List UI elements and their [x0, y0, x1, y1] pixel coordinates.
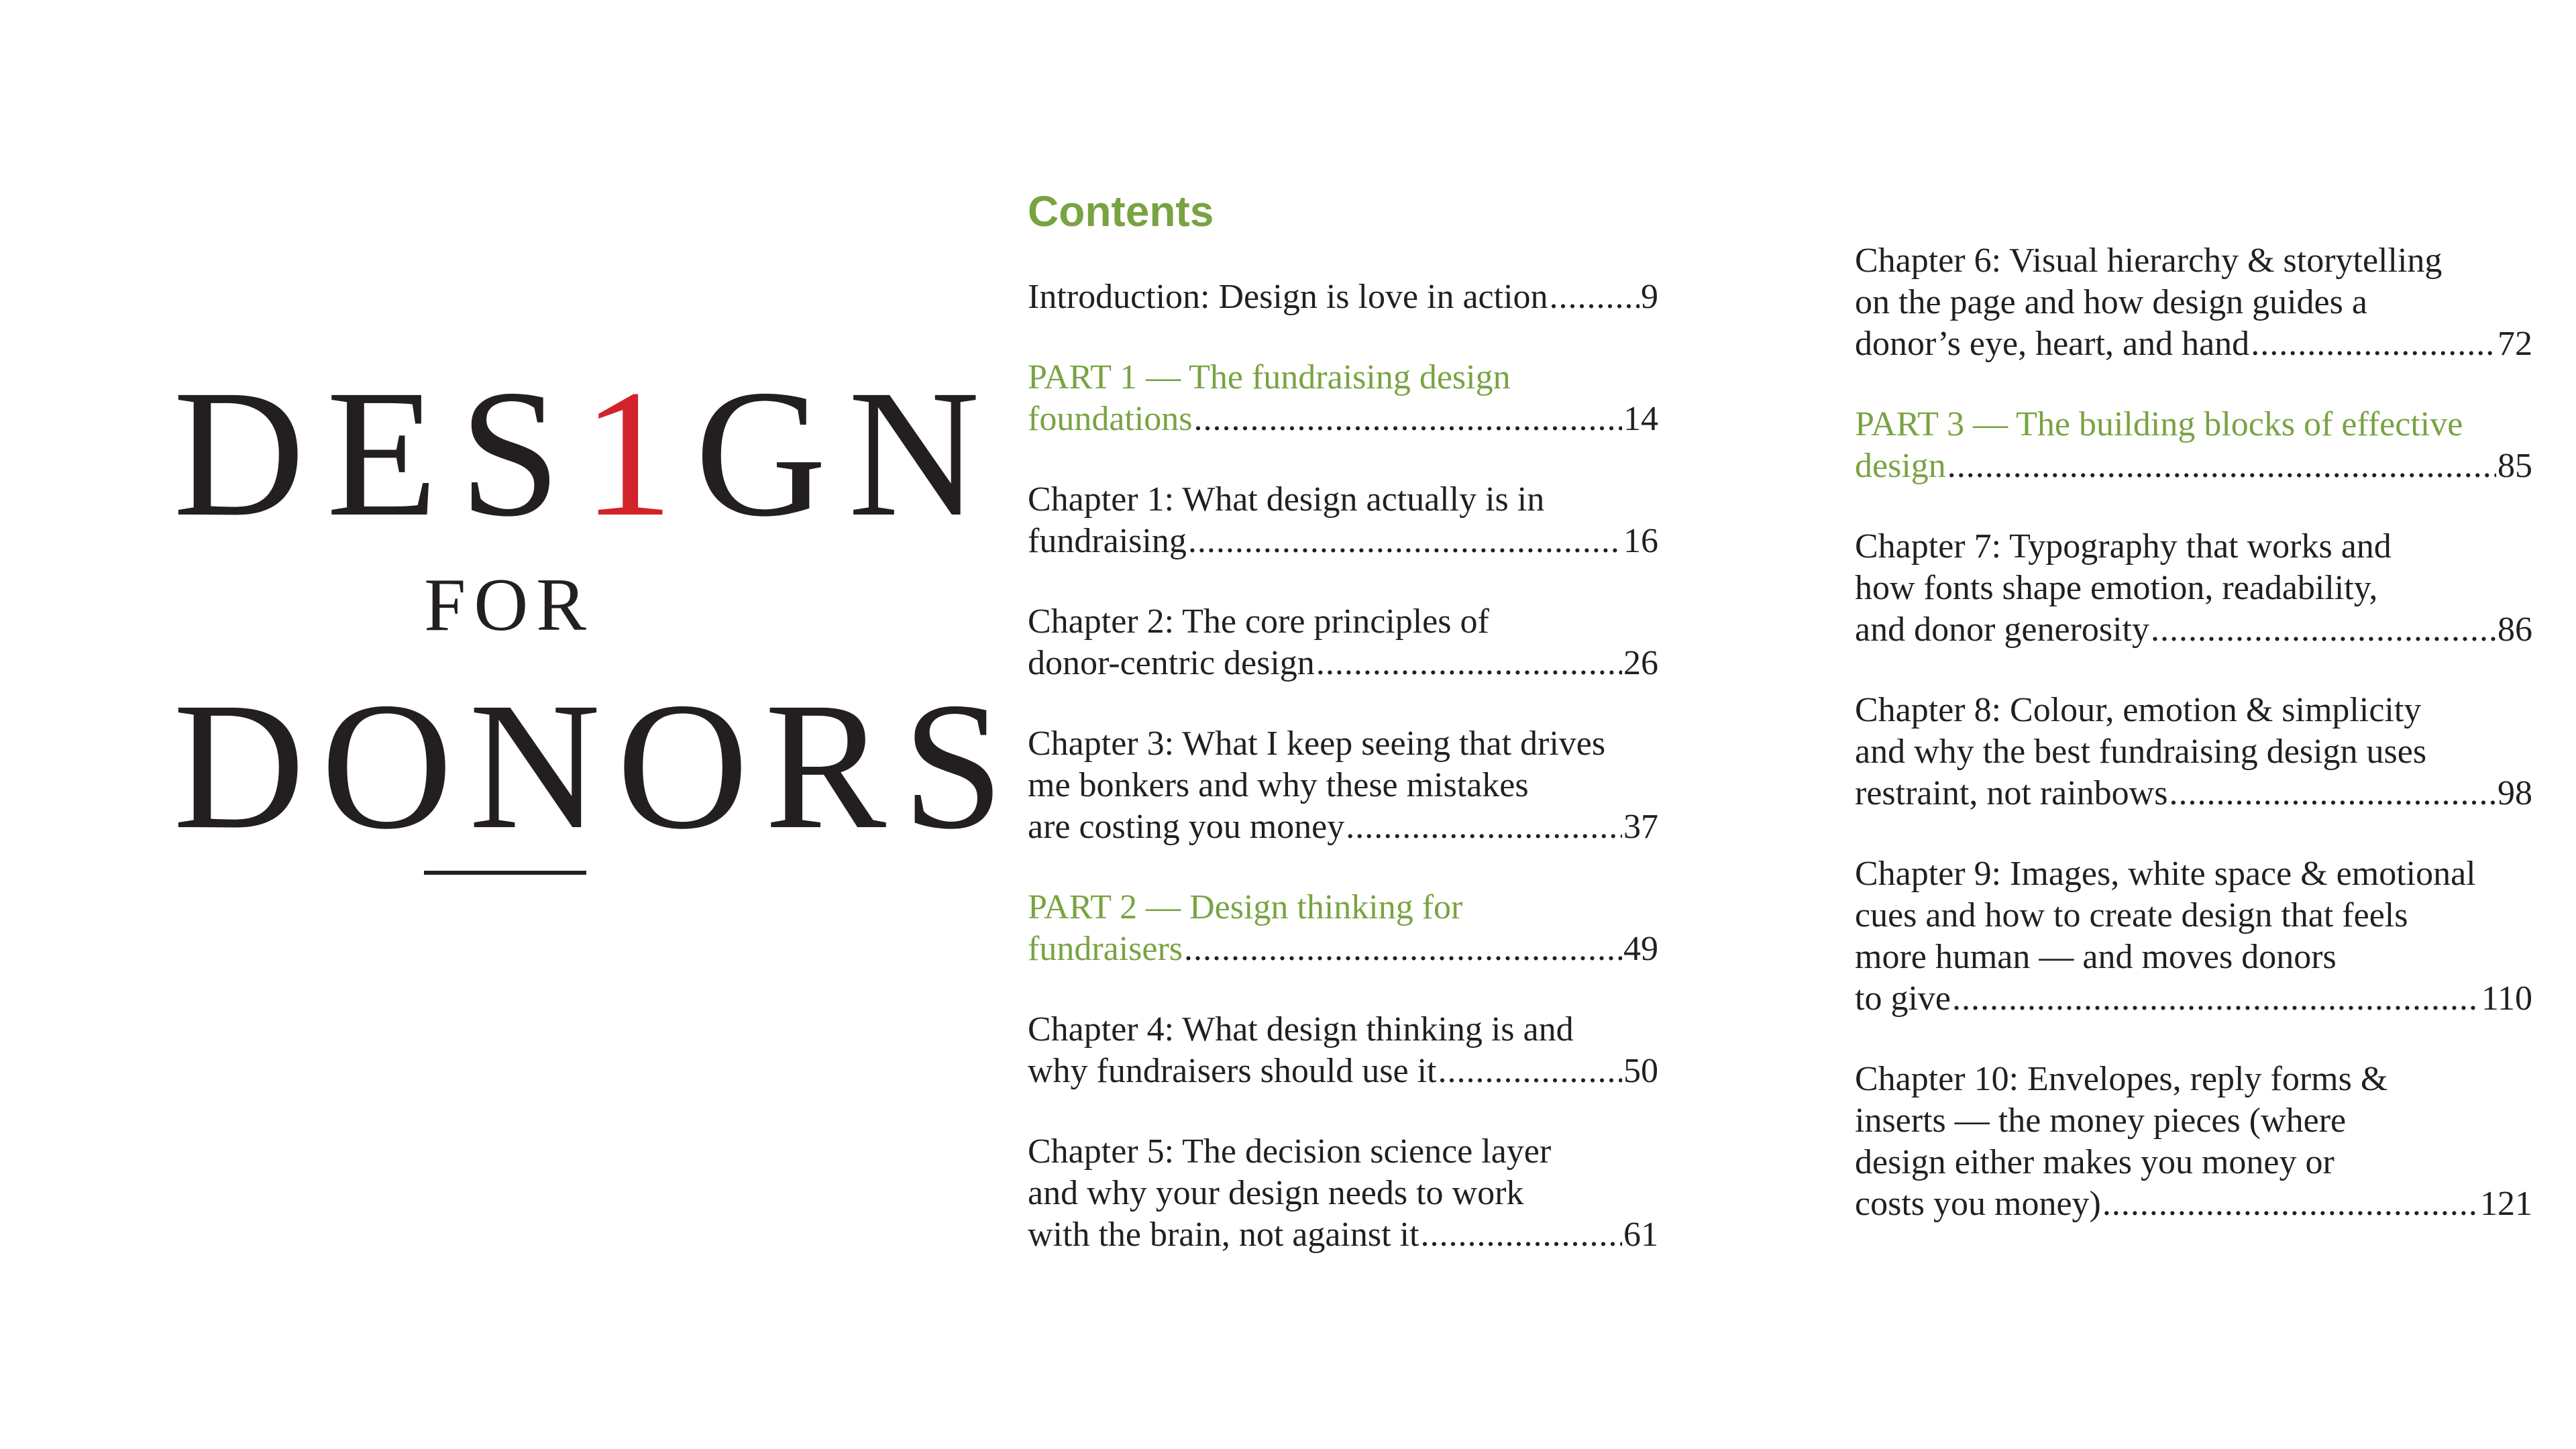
- toc-entry-last-line: [1028, 398, 1658, 440]
- toc-chapter-entry: [1855, 690, 2532, 814]
- dot-leader: [1420, 1214, 1622, 1256]
- toc-entry-line: foundations: [1028, 400, 1193, 438]
- dot-leader: [1438, 1051, 1622, 1092]
- toc-entry-line: Chapter 7: Typography that works and: [1855, 527, 2392, 566]
- toc-chapter-entry: [1028, 479, 1658, 562]
- toc-part-entry: [1855, 404, 2532, 487]
- toc-page-number: 121: [2480, 1185, 2532, 1223]
- title-design-accent: 1: [582, 352, 695, 554]
- toc-page-number: 49: [1623, 930, 1658, 968]
- toc-entry-last-line: [1855, 978, 2532, 1020]
- toc-entry-last-line: [1028, 1051, 1658, 1092]
- toc-entry-last-line: [1855, 609, 2532, 651]
- toc-entry-line: to give: [1855, 979, 1951, 1018]
- title-design-prefix: DES: [173, 352, 582, 554]
- toc-entry-line: donor’s eye, heart, and hand: [1855, 325, 2250, 363]
- toc-entry-line: fundraising: [1028, 522, 1187, 560]
- toc-entry-last-line: [1028, 1214, 1658, 1256]
- toc-entry-line: Chapter 1: What design actually is in: [1028, 480, 1545, 519]
- toc-chapter-entry: [1028, 276, 1658, 318]
- toc-entry-line: Introduction: Design is love in action: [1028, 278, 1548, 316]
- toc-right-column: [1855, 240, 2532, 1264]
- toc-page-number: 85: [2498, 447, 2532, 485]
- toc-chapter-entry: [1855, 1059, 2532, 1225]
- toc-entry-last-line: [1028, 806, 1658, 848]
- toc-page-number: 14: [1623, 400, 1658, 438]
- toc-entry-line: and why your design needs to work: [1028, 1174, 1524, 1212]
- toc-entry-line: restraint, not rainbows: [1855, 774, 2168, 812]
- toc-page-number: 110: [2481, 979, 2532, 1018]
- toc-page-number: 72: [2498, 325, 2532, 363]
- toc-entry-line: inserts — the money pieces (where: [1855, 1102, 2347, 1140]
- toc-left-column: [1028, 276, 1658, 1295]
- dot-leader: [1947, 445, 2496, 487]
- toc-entry-line: Chapter 3: What I keep seeing that drives: [1028, 724, 1606, 763]
- toc-chapter-entry: [1855, 853, 2532, 1020]
- toc-entry-line: design: [1855, 447, 1946, 485]
- dot-leader: [1346, 806, 1622, 848]
- toc-chapter-entry: [1855, 240, 2532, 365]
- toc-chapter-entry: [1028, 1009, 1658, 1092]
- toc-page-number: 26: [1623, 644, 1658, 682]
- dot-leader: [2251, 323, 2496, 365]
- toc-entry-line: how fonts shape emotion, readability,: [1855, 569, 2378, 607]
- title-word-design: [173, 352, 1002, 554]
- toc-entry-line: PART 1 — The fundraising design: [1028, 358, 1511, 396]
- toc-entry-last-line: [1855, 773, 2532, 814]
- toc-entry-line: why fundraisers should use it: [1028, 1052, 1437, 1090]
- toc-entry-line: Chapter 4: What design thinking is and: [1028, 1010, 1574, 1049]
- toc-entry-last-line: [1028, 928, 1658, 970]
- toc-entry-line: cues and how to create design that feels: [1855, 896, 2408, 934]
- title-word-for: FOR: [424, 564, 594, 647]
- toc-entry-line: and donor generosity: [1855, 610, 2150, 649]
- toc-entry-last-line: [1028, 276, 1658, 318]
- dot-leader: [1184, 928, 1622, 970]
- toc-entry-line: Chapter 9: Images, white space & emotional: [1855, 855, 2476, 893]
- toc-entry-line: fundraisers: [1028, 930, 1183, 968]
- toc-entry-line: Chapter 2: The core principles of: [1028, 602, 1489, 641]
- toc-chapter-entry: [1028, 723, 1658, 848]
- toc-chapter-entry: [1028, 1131, 1658, 1256]
- toc-entry-line: with the brain, not against it: [1028, 1216, 1419, 1254]
- toc-entry-line: and why the best fundraising design uses: [1855, 733, 2427, 771]
- toc-entry-last-line: [1855, 445, 2532, 487]
- toc-chapter-entry: [1028, 601, 1658, 684]
- dot-leader: [1550, 276, 1640, 318]
- toc-entry-line: design either makes you money or: [1855, 1143, 2334, 1181]
- toc-entry-line: donor-centric design: [1028, 644, 1315, 682]
- toc-part-entry: [1028, 357, 1658, 440]
- title-word-donors: DONORS: [173, 665, 1020, 867]
- toc-entry-last-line: [1028, 521, 1658, 562]
- toc-page-number: 9: [1641, 278, 1658, 316]
- toc-entry-line: me bonkers and why these mistakes: [1028, 766, 1529, 804]
- toc-entry-line: Chapter 6: Visual hierarchy & storytelling: [1855, 241, 2443, 280]
- toc-page-number: 98: [2498, 774, 2532, 812]
- toc-entry-line: PART 2 — Design thinking for: [1028, 888, 1463, 926]
- toc-entry-line: Chapter 8: Colour, emotion & simplicity: [1855, 691, 2422, 729]
- dot-leader: [2169, 773, 2496, 814]
- toc-entry-line: Chapter 10: Envelopes, reply forms &: [1855, 1060, 2388, 1098]
- title-underline: [424, 871, 586, 875]
- dot-leader: [1188, 521, 1622, 562]
- toc-entry-line: on the page and how design guides a: [1855, 283, 2367, 321]
- toc-page-number: 16: [1623, 522, 1658, 560]
- toc-page-number: 61: [1623, 1216, 1658, 1254]
- toc-entry-last-line: [1855, 323, 2532, 365]
- toc-page-number: 86: [2498, 610, 2532, 649]
- toc-entry-last-line: [1028, 643, 1658, 684]
- contents-heading: Contents: [1028, 187, 1214, 235]
- title-design-suffix: GN: [694, 352, 1002, 554]
- dot-leader: [1316, 643, 1622, 684]
- dot-leader: [2102, 1183, 2479, 1225]
- toc-entry-last-line: [1855, 1183, 2532, 1225]
- dot-leader: [2151, 609, 2496, 651]
- book-title: [173, 352, 1020, 867]
- toc-entry-line: costs you money): [1855, 1185, 2101, 1223]
- toc-part-entry: [1028, 887, 1658, 970]
- dot-leader: [1952, 978, 2480, 1020]
- toc-chapter-entry: [1855, 526, 2532, 651]
- toc-entry-line: are costing you money: [1028, 808, 1345, 846]
- toc-entry-line: Chapter 5: The decision science layer: [1028, 1132, 1552, 1171]
- toc-page-number: 50: [1623, 1052, 1658, 1090]
- toc-page-number: 37: [1623, 808, 1658, 846]
- toc-entry-line: more human — and moves donors: [1855, 938, 2337, 976]
- dot-leader: [1194, 398, 1622, 440]
- toc-entry-line: PART 3 — The building blocks of effective: [1855, 405, 2463, 443]
